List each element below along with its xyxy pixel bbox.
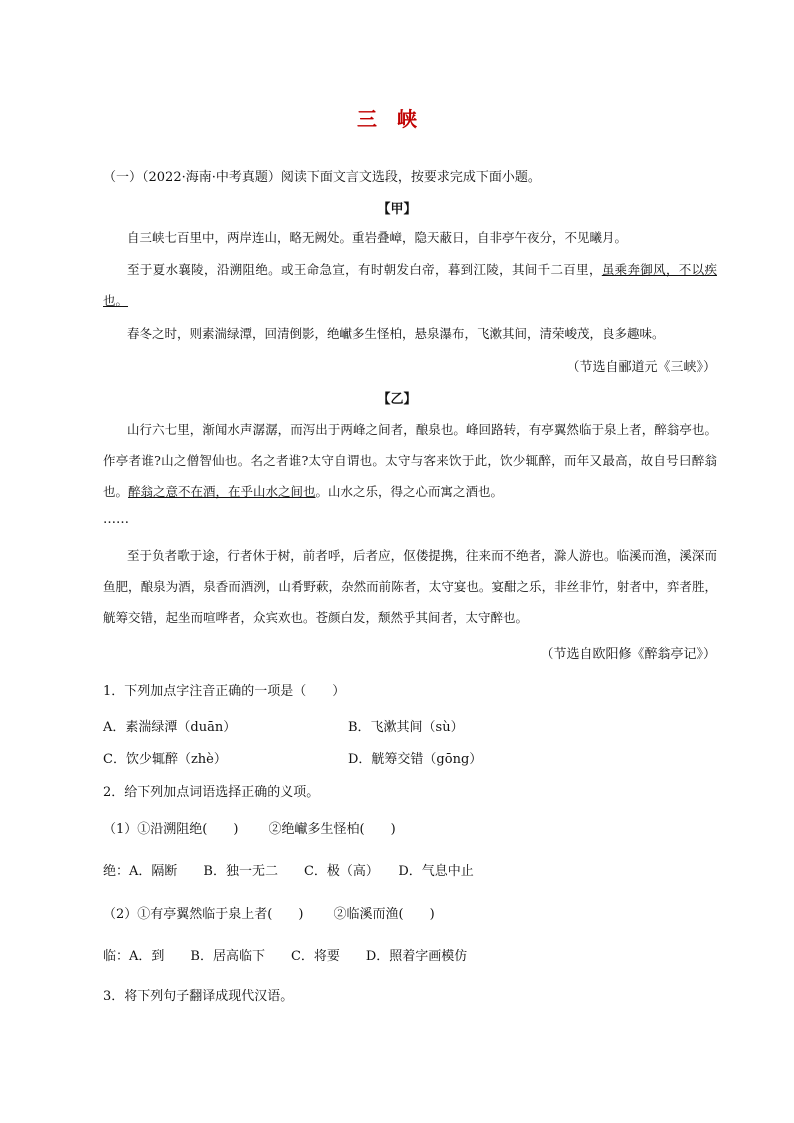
question-1-option-b: B．飞漱其间（sù） [348,720,464,735]
ellipsis: …… [103,512,129,527]
question-1-stem: 1．下列加点字注音正确的一项是（ ） [103,684,346,699]
question-1-option-d: D．觥筹交错（gōng） [348,752,483,767]
question-1-option-c: C．饮少辄醉（zhè） [103,752,227,767]
intro-text: （一）（2022·海南·中考真题）阅读下面文言文选段，按要求完成下面小题。 [103,170,541,185]
question-2-sub-2: （2）①有亭翼然临于泉上者( ) ②临溪而渔( ) [103,907,435,922]
question-2-stem: 2．给下列加点词语选择正确的义项。 [103,785,320,800]
jia-paragraph-3: 春冬之时，则素湍绿潭，回清倒影，绝𪩘多生怪柏，悬泉瀑布，飞漱其间，清荣峻茂，良多趣味。 [127,326,665,341]
jia-underlined-sentence: 虽乘奔御风，不以疾也。 [103,262,717,308]
question-2-sub-2-options: 临：A．到 B．居高临下 C．将要 D．照着字画模仿 [103,949,468,964]
yi-paragraph-1-end: 。山水之乐，得之心而寓之酒也。 [315,484,504,499]
jia-source: （节选自郦道元《三峡》） [566,360,716,375]
question-3-stem: 3．将下列句子翻译成现代汉语。 [103,989,294,1004]
jia-heading: 【甲】 [377,202,417,217]
jia-paragraph-2 [103,254,717,316]
yi-heading: 【乙】 [377,392,417,407]
yi-paragraph-1 [103,414,717,507]
jia-paragraph-2-text: 至于夏水襄陵，沿溯阻绝。或王命急宣，有时朝发白帝，暮到江陵，其间千二百里， [127,262,602,277]
yi-paragraph-1-text: 山行六七里，渐闻水声潺潺，而泻出于两峰之间者，酿泉也。峰回路转，有亭翼然临于泉上者，醉翁亭也。作亭者谁?山之僧智仙也。名之者谁?太守自谓也。太守与客来饮于此，饮少辄醉，而年又最高，故自号曰醉翁也。 [103,422,717,499]
question-2-sub-1: （1）①沿溯阻绝( ) ②绝𪩘多生怪柏( ) [103,822,396,837]
page-title: 三峡 [357,107,437,131]
jia-paragraph-1: 自三峡七百里中，两岸连山，略无阙处。重岩叠嶂，隐天蔽日，自非亭午夜分，不见曦月。 [127,230,628,245]
yi-underlined-sentence: 醉翁之意不在酒，在乎山水之间也 [128,484,316,499]
question-2-sub-1-options: 绝：A．隔断 B．独一无二 C．极（高） D．气息中止 [103,864,474,879]
question-1-option-a: A．素湍绿潭（duān） [103,720,237,735]
yi-paragraph-2: 至于负者歌于途，行者休于树，前者呼，后者应，伛偻提携，往来而不绝者，滁人游也。临溪而渔，溪深而鱼肥，酿泉为酒，泉香而酒洌，山肴野蔌，杂然而前陈者，太守宴也。宴酣之乐，非丝非竹，射者中，弈者胜，觥筹交错，起坐而喧哗者，众宾欢也。苍颜白发，颓然乎其间者，太守醉也。 [103,548,717,625]
yi-source: （节选自欧阳修《醉翁亭记》） [540,647,716,662]
